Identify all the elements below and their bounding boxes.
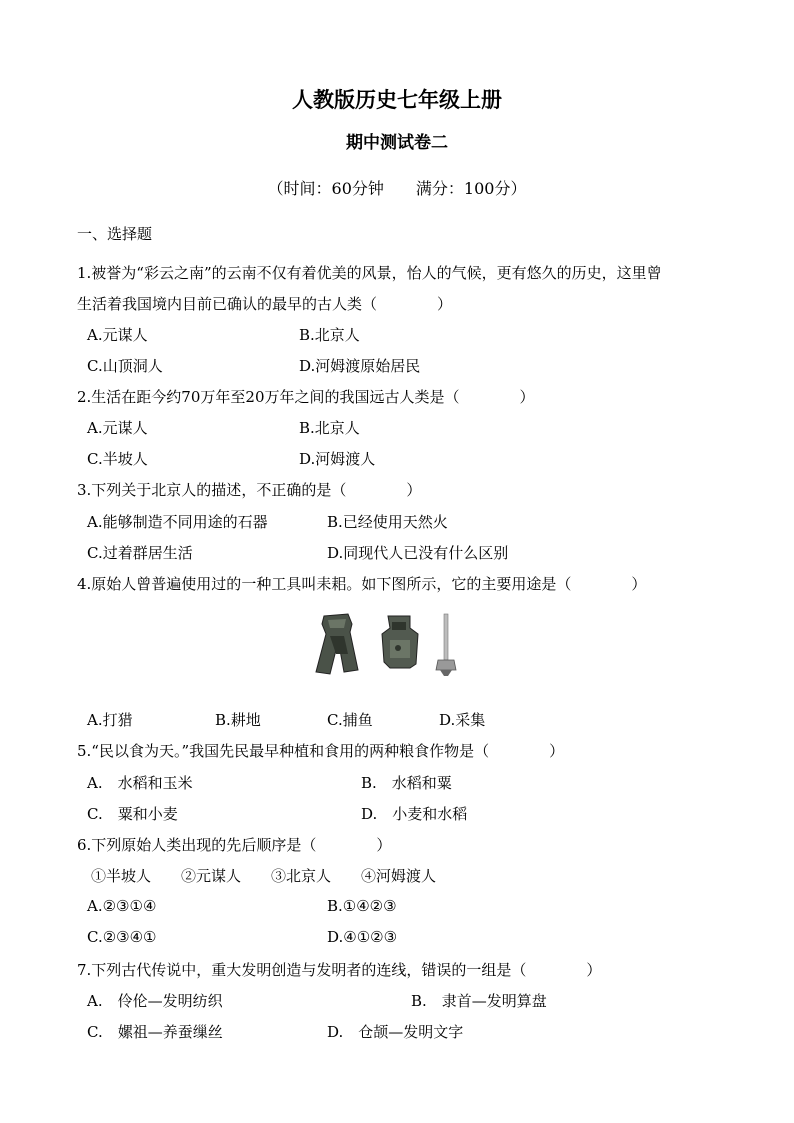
question-3-option-d: D.同现代人已没有什么区别 xyxy=(327,544,509,562)
question-5-line-1: 5.“民以食为天。”我国先民最早种植和食用的两种粮食作物是（ ） xyxy=(77,742,565,760)
question-1-option-a: A.元谋人 xyxy=(87,326,148,344)
exam-meta: （时间：60分钟 满分：100分） xyxy=(267,179,527,198)
question-4-option-c: C.捕鱼 xyxy=(327,711,373,729)
page-title: 人教版历史七年级上册 xyxy=(292,88,502,112)
question-6-option-a: A.②③①④ xyxy=(87,897,157,915)
question-2-option-a: A.元谋人 xyxy=(87,419,148,437)
question-7-option-b: B. 隶首—发明算盘 xyxy=(411,992,547,1010)
section-heading: 一、选择题 xyxy=(77,225,153,243)
question-3-option-c: C.过着群居生活 xyxy=(87,544,193,562)
question-7-line-1: 7.下列古代传说中，重大发明创造与发明者的连线，错误的一组是（ ） xyxy=(77,961,602,979)
question-7-option-d: D. 仓颉—发明文字 xyxy=(327,1023,464,1041)
question-2-option-d: D.河姆渡人 xyxy=(299,450,376,468)
question-1-option-c: C.山顶洞人 xyxy=(87,357,163,375)
question-4-option-d: D.采集 xyxy=(439,711,486,729)
question-1-option-b: B.北京人 xyxy=(299,326,360,344)
question-6-option-b: B.①④②③ xyxy=(327,897,397,915)
question-5-option-a: A. 水稻和玉米 xyxy=(87,774,193,792)
question-7-option-a: A. 伶伦—发明纺织 xyxy=(87,992,223,1010)
question-5-option-d: D. 小麦和水稻 xyxy=(361,805,468,823)
leisi-tool-illustration xyxy=(314,610,464,686)
question-4-option-b: B.耕地 xyxy=(215,711,261,729)
question-1-option-d: D.河姆渡原始居民 xyxy=(299,357,421,375)
question-3-option-b: B.已经使用天然火 xyxy=(327,513,448,531)
page-subtitle: 期中测试卷二 xyxy=(346,133,448,153)
question-2-option-b: B.北京人 xyxy=(299,419,360,437)
question-2-option-c: C.半坡人 xyxy=(87,450,148,468)
question-6-option-d: D.④①②③ xyxy=(327,928,398,946)
question-7-option-c: C. 嫘祖—养蚕缫丝 xyxy=(87,1023,223,1041)
question-4-option-a: A.打猎 xyxy=(87,711,133,729)
question-1-line-1: 1.被誉为“彩云之南”的云南不仅有着优美的风景，怡人的气候，更有悠久的历史，这里曾 xyxy=(77,264,662,282)
question-3-option-a: A.能够制造不同用途的石器 xyxy=(87,513,268,531)
question-1-line-2: 生活着我国境内目前已确认的最早的古人类（ ） xyxy=(77,295,453,313)
question-2-line-1: 2.生活在距今约70万年至20万年之间的我国远古人类是（ ） xyxy=(77,388,535,406)
question-3-line-1: 3.下列关于北京人的描述，不正确的是（ ） xyxy=(77,481,422,499)
question-4-line-1: 4.原始人曾普遍使用过的一种工具叫耒耜。如下图所示，它的主要用途是（ ） xyxy=(77,575,647,593)
question-5-option-b: B. 水稻和粟 xyxy=(361,774,452,792)
leisi-tool-icon xyxy=(314,610,464,682)
question-6-line-1: 6.下列原始人类出现的先后顺序是（ ） xyxy=(77,836,392,854)
question-5-option-c: C. 粟和小麦 xyxy=(87,805,178,823)
question-6-option-c: C.②③④① xyxy=(87,928,157,946)
question-6-line-2: ①半坡人 ②元谋人 ③北京人 ④河姆渡人 xyxy=(91,867,437,885)
